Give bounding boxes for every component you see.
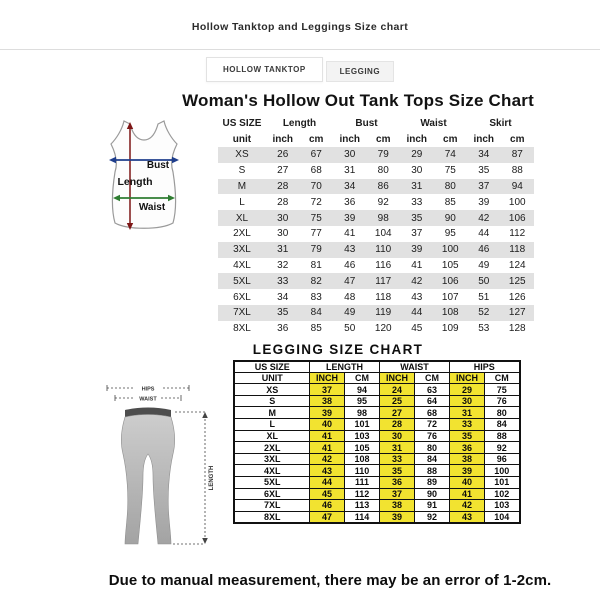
size-cell: M [218,179,266,195]
unit-value-cell: cm [510,133,525,145]
table-row [234,384,519,396]
value-cell: 52 [467,305,501,321]
value-cell: 31 [266,242,300,258]
value-cell: 63 [414,384,449,396]
value-cell: 83 [310,291,322,303]
value-cell: 36 [277,323,289,335]
value-cell: 104 [484,511,519,523]
value-cell: 68 [414,407,449,419]
column-header: WAIST [379,361,449,373]
value-cell: 39 [379,511,414,523]
size-cell: 6XL [234,488,309,500]
value-cell: 29 [400,147,434,163]
value-cell: 28 [379,419,414,431]
table-row [218,147,534,163]
table-row [218,226,534,242]
table-row [218,273,534,289]
value-cell: 103 [484,500,519,512]
unit-value-cell: CM [414,372,449,384]
value-cell: 112 [509,228,526,240]
value-cell: 74 [434,147,468,163]
value-cell: 79 [299,242,333,258]
value-cell: 47 [309,511,344,523]
size-cell: 4XL [234,465,309,477]
value-cell: 43 [449,511,484,523]
table-row [234,430,519,442]
value-cell: 41 [449,488,484,500]
value-cell: 35 [478,165,490,177]
value-cell: 112 [344,488,379,500]
value-cell: 80 [377,165,389,177]
value-cell: 36 [379,477,414,489]
value-cell: 127 [501,305,535,321]
value-cell: 95 [444,228,456,240]
bust-label: Bust [146,160,170,171]
value-cell: 50 [344,323,356,335]
table-row [218,194,534,210]
table-row [234,442,519,454]
value-cell: 53 [478,323,490,335]
unit-value-cell: inch [339,133,361,145]
size-cell: 4XL [233,259,251,271]
size-cell: 3XL [218,242,266,258]
value-cell: 75 [299,210,333,226]
value-cell: 39 [333,210,367,226]
value-cell: 49 [478,259,490,271]
unit-value-cell: CM [344,372,379,384]
table-row [218,242,534,258]
value-cell: 43 [411,291,423,303]
table-row [218,305,534,321]
value-cell: 80 [434,179,468,195]
column-header: Length [282,117,317,129]
value-cell: 44 [309,477,344,489]
value-cell: 64 [414,395,449,407]
value-cell: 85 [444,196,456,208]
size-cell: XL [218,210,266,226]
legging-size-table [233,360,520,524]
value-cell: 98 [344,407,379,419]
value-cell: 33 [449,419,484,431]
value-cell: 47 [333,273,367,289]
value-cell: 37 [379,488,414,500]
table-header-row [234,361,519,373]
value-cell: 91 [414,500,449,512]
table-row [234,419,519,431]
value-cell: 108 [434,305,468,321]
table-row [234,407,519,419]
value-cell: 96 [484,453,519,465]
value-cell: 119 [366,305,400,321]
unit-cell: unit [232,133,252,145]
value-cell: 79 [366,147,400,163]
size-cell: XL [234,430,309,442]
length-measure-line [173,412,208,544]
value-cell: 28 [266,179,300,195]
tab-bar [0,53,600,82]
value-cell: 110 [366,242,400,258]
value-cell: 75 [444,165,456,177]
value-cell: 68 [310,165,322,177]
value-cell: 92 [484,442,519,454]
value-cell: 80 [414,442,449,454]
value-cell: 120 [374,323,392,335]
unit-value-cell: cm [376,133,391,145]
size-cell: 5XL [234,477,309,489]
value-cell: 89 [414,477,449,489]
value-cell: 41 [411,259,423,271]
legging-measurement-diagram [93,370,233,565]
value-cell: 33 [379,453,414,465]
column-header: HIPS [449,361,519,373]
value-cell: 106 [434,273,468,289]
table-row [234,453,519,465]
size-cell: 8XL [234,511,309,523]
value-cell: 31 [400,179,434,195]
value-cell: 41 [344,228,356,240]
value-cell: 38 [449,453,484,465]
tanktop-size-table [218,115,534,337]
size-cell: 8XL [233,323,251,335]
value-cell: 72 [310,196,322,208]
column-header: LENGTH [309,361,379,373]
value-cell: 28 [277,196,289,208]
size-cell: M [234,407,309,419]
value-cell: 43 [309,465,344,477]
unit-value-cell: inch [473,133,495,145]
unit-header-row [218,131,534,147]
size-cell: 2XL [234,442,309,454]
table-row [234,477,519,489]
value-cell: 44 [478,228,490,240]
value-cell: 30 [266,210,300,226]
value-cell: 35 [379,465,414,477]
value-cell: 107 [441,291,459,303]
value-cell: 87 [501,147,535,163]
value-cell: 41 [309,430,344,442]
table-row [218,321,534,337]
value-cell: 105 [441,259,459,271]
unit-value-cell: INCH [309,372,344,384]
value-cell: 27 [277,165,289,177]
value-cell: 33 [266,273,300,289]
size-cell: XS [218,147,266,163]
size-cell: S [234,395,309,407]
tab-hollow-tanktop[interactable]: HOLLOW TANKTOP [206,57,323,82]
size-cell: 5XL [218,273,266,289]
value-cell: 88 [414,465,449,477]
value-cell: 39 [478,196,490,208]
value-cell: 34 [467,147,501,163]
value-cell: 124 [508,259,526,271]
value-cell: 70 [299,179,333,195]
tanktop-section [14,114,600,337]
value-cell: 118 [375,291,392,303]
table-header-row [218,115,534,131]
table-row [218,163,534,179]
value-cell: 33 [411,196,423,208]
value-cell: 39 [400,242,434,258]
size-cell: 6XL [233,291,251,303]
value-cell: 103 [344,430,379,442]
value-cell: 76 [414,430,449,442]
size-cell: L [234,419,309,431]
value-cell: 27 [379,407,414,419]
value-cell: 48 [344,291,356,303]
value-cell: 110 [344,465,379,477]
value-cell: 37 [309,384,344,396]
value-cell: 128 [508,323,526,335]
value-cell: 39 [449,465,484,477]
hips-label: HIPS [142,386,155,393]
value-cell: 49 [333,305,367,321]
value-cell: 37 [467,179,501,195]
value-cell: 108 [344,453,379,465]
size-cell: 2XL [233,228,251,240]
value-cell: 86 [366,179,400,195]
legging-chart-title: LEGGING SIZE CHART [252,341,424,357]
value-cell: 100 [508,196,526,208]
value-cell: 77 [310,228,322,240]
tanktop-chart-title: Woman's Hollow Out Tank Tops Size Chart [182,91,534,110]
value-cell: 51 [478,291,490,303]
table-row [218,258,534,274]
value-cell: 84 [299,305,333,321]
value-cell: 45 [309,488,344,500]
value-cell: 94 [501,179,535,195]
value-cell: 42 [467,210,501,226]
column-header: US SIZE [234,361,309,373]
value-cell: 102 [484,488,519,500]
length-label: LENGTH [209,465,216,490]
value-cell: 105 [344,442,379,454]
value-cell: 46 [467,242,501,258]
value-cell: 35 [400,210,434,226]
value-cell: 106 [501,210,535,226]
legging-section [7,360,600,565]
value-cell: 88 [511,165,523,177]
value-cell: 29 [449,384,484,396]
value-cell: 113 [344,500,379,512]
value-cell: 35 [449,430,484,442]
value-cell: 101 [344,419,379,431]
value-cell: 45 [411,323,423,335]
value-cell: 80 [484,407,519,419]
value-cell: 104 [374,228,392,240]
value-cell: 30 [277,228,289,240]
value-cell: 101 [484,477,519,489]
value-cell: 36 [344,196,356,208]
unit-value-cell: INCH [449,372,484,384]
value-cell: 98 [366,210,400,226]
value-cell: 42 [449,500,484,512]
value-cell: 82 [299,273,333,289]
value-cell: 31 [379,442,414,454]
unit-value-cell: INCH [379,372,414,384]
value-cell: 100 [484,465,519,477]
size-cell: S [238,165,246,177]
size-cell: 3XL [234,453,309,465]
value-cell: 114 [344,511,379,523]
value-cell: 116 [375,259,392,271]
value-cell: 100 [434,242,468,258]
table-row [234,465,519,477]
value-cell: 34 [333,179,367,195]
unit-header-row [234,372,519,384]
value-cell: 30 [379,430,414,442]
value-cell: 125 [501,273,535,289]
value-cell: 35 [266,305,300,321]
value-cell: 38 [379,500,414,512]
value-cell: 46 [309,500,344,512]
value-cell: 34 [277,291,289,303]
value-cell: 46 [344,259,356,271]
table-row [218,289,534,305]
value-cell: 43 [333,242,367,258]
value-cell: 26 [266,147,300,163]
value-cell: 31 [344,165,356,177]
value-cell: 92 [377,196,389,208]
table-row [218,179,534,195]
value-cell: 67 [299,147,333,163]
value-cell: 90 [434,210,468,226]
value-cell: 117 [366,273,400,289]
page-title: Hollow Tanktop and Leggings Size chart [0,0,600,50]
value-cell: 40 [309,419,344,431]
value-cell: 42 [309,453,344,465]
value-cell: 111 [344,477,379,489]
column-header: Bust [355,117,378,129]
value-cell: 36 [449,442,484,454]
table-row [234,511,519,523]
value-cell: 85 [310,323,322,335]
unit-value-cell: inch [406,133,428,145]
value-cell: 76 [484,395,519,407]
column-header: Skirt [489,117,512,129]
value-cell: 75 [484,384,519,396]
value-cell: 24 [379,384,414,396]
value-cell: 126 [508,291,526,303]
waist-label: WAIST [139,396,158,403]
value-cell: 44 [400,305,434,321]
column-header: US SIZE [222,117,262,129]
value-cell: 95 [344,395,379,407]
value-cell: 72 [414,419,449,431]
value-cell: 39 [309,407,344,419]
value-cell: 30 [333,147,367,163]
disclaimer-text: Due to manual measurement, there may be an error of 1-2cm. [108,571,552,589]
table-row [234,395,519,407]
table-row [234,488,519,500]
unit-value-cell: cm [309,133,324,145]
size-cell: XS [234,384,309,396]
value-cell: 84 [484,419,519,431]
value-cell: 25 [379,395,414,407]
value-cell: 92 [414,511,449,523]
value-cell: 30 [449,395,484,407]
value-cell: 40 [449,477,484,489]
value-cell: 90 [414,488,449,500]
value-cell: 88 [484,430,519,442]
unit-value-cell: cm [443,133,458,145]
size-cell: 7XL [234,500,309,512]
value-cell: 38 [309,395,344,407]
table-row [234,500,519,512]
size-cell: 7XL [218,305,266,321]
column-header: Waist [420,117,447,129]
tab-legging[interactable]: LEGGING [326,61,394,82]
value-cell: 37 [411,228,423,240]
value-cell: 81 [310,259,322,271]
value-cell: 50 [467,273,501,289]
unit-cell: UNIT [234,372,309,384]
value-cell: 118 [501,242,535,258]
value-cell: 84 [414,453,449,465]
unit-value-cell: inch [272,133,293,145]
unit-value-cell: CM [484,372,519,384]
value-cell: 109 [441,323,459,335]
value-cell: 32 [277,259,289,271]
value-cell: 94 [344,384,379,396]
value-cell: 41 [309,442,344,454]
value-cell: 42 [400,273,434,289]
size-cell: L [239,196,245,208]
table-row [218,210,534,226]
value-cell: 30 [411,165,423,177]
value-cell: 31 [449,407,484,419]
waist-label: Waist [138,202,166,213]
leggings-outline [122,414,175,544]
length-label: Length [117,176,153,188]
tanktop-measurement-diagram [94,118,194,240]
